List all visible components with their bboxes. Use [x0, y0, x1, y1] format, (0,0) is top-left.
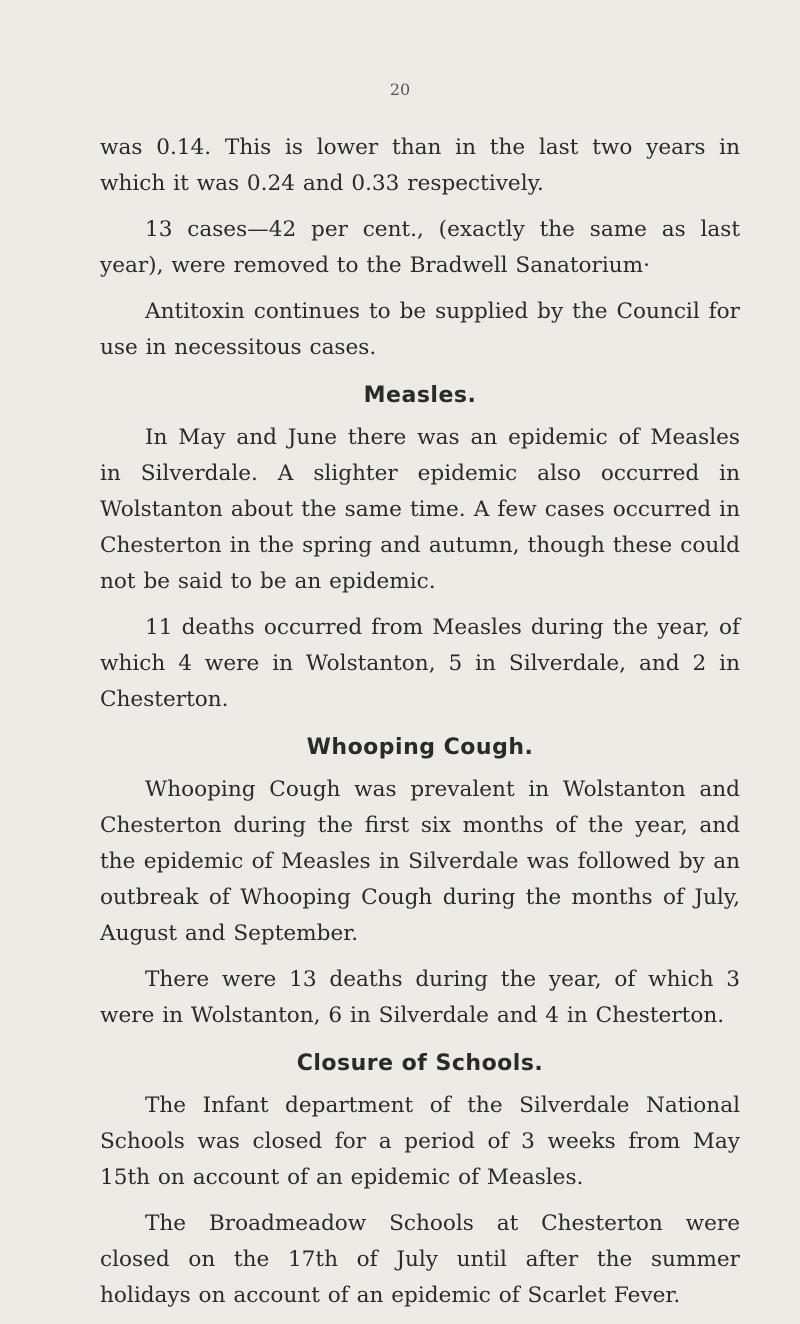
- heading-whooping-cough: Whooping Cough.: [306, 735, 534, 760]
- paragraph-measles-deaths: 11 deaths occurred from Measles during the year, of which 4 were in Wolstanton, 5 in Silverdale, and 2 in Chesterton.: [100, 615, 740, 712]
- paragraph-whooping-deaths: There were 13 deaths during the year, of which 3 were in Wolstanton, 6 in Silverdale and 4 in Chesterton.: [100, 967, 740, 1028]
- paragraph-silverdale-closure: The Infant department of the Silverdale National Schools was closed for a period of 3 weeks from May 15th on account of an epidemic of Measles.: [100, 1093, 740, 1190]
- page-number: 20: [389, 80, 411, 99]
- paragraph-sanatorium: 13 cases—42 per cent., (exactly the same as last year), were removed to the Bradwell Sanatorium·: [100, 217, 740, 278]
- paragraph-antitoxin: Antitoxin continues to be supplied by the Council for use in necessitous cases.: [100, 299, 740, 360]
- text-column: [100, 130, 740, 1324]
- paragraph-measles-epidemic: In May and June there was an epidemic of Measles in Silverdale. A slighter epidemic also occurred in Wolstanton about the same time. A few cases occurred in Chesterton in the spring and autumn, though these could not be said to be an epidemic.: [100, 425, 740, 594]
- heading-closure-of-schools: Closure of Schools.: [296, 1051, 544, 1076]
- paragraph-death-rate: was 0.14. This is lower than in the last two years in which it was 0.24 and 0.33 respectively.: [100, 135, 740, 196]
- heading-measles: Measles.: [363, 383, 477, 408]
- paragraph-broadmeadow-closure: The Broadmeadow Schools at Chesterton were closed on the 17th of July until after the summer holidays on account of an epidemic of Scarlet Fever.: [100, 1211, 740, 1308]
- paragraph-whooping-prevalence: Whooping Cough was prevalent in Wolstanton and Chesterton during the first six months of the year, and the epidemic of Measles in Silverdale was followed by an outbreak of Whooping Cough during the months of July, August and September.: [100, 777, 740, 946]
